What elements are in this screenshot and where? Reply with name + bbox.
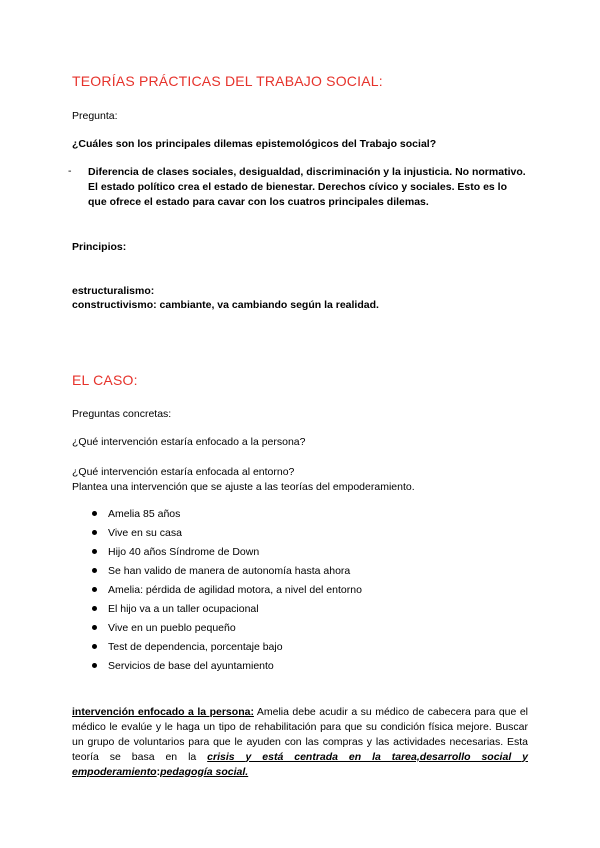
list-item: Amelia: pérdida de agilidad motora, a nivel del entorno xyxy=(92,583,362,602)
list-item: El hijo va a un taller ocupacional xyxy=(92,602,362,621)
main-question: ¿Cuáles son los principales dilemas epistemológicos del Trabajo social? xyxy=(72,138,437,150)
bullet-icon xyxy=(92,530,97,535)
question-empowerment: Plantea una intervención que se ajuste a las teorías del empoderamiento. xyxy=(72,481,415,493)
concrete-questions-label: Preguntas concretas: xyxy=(72,408,172,420)
dash-marker: - xyxy=(68,165,72,177)
intervention-paragraph xyxy=(72,705,528,780)
intervention-lead: intervención enfocado a la persona: xyxy=(72,705,254,718)
intervention-emphasis-pedagogy: pedagogía social. xyxy=(160,765,249,778)
list-item: Amelia 85 años xyxy=(92,507,362,526)
section-title-theories: TEORÍAS PRÁCTICAS DEL TRABAJO SOCIAL: xyxy=(72,73,383,89)
list-item: Test de dependencia, porcentaje bajo xyxy=(92,640,362,659)
bullet-icon xyxy=(92,644,97,649)
list-item: Hijo 40 años Síndrome de Down xyxy=(92,545,362,564)
principle-structuralism: estructuralismo: xyxy=(72,285,155,297)
dash-list-item xyxy=(68,165,528,210)
principles-label: Principios: xyxy=(72,241,127,253)
case-facts-list xyxy=(92,507,362,678)
list-item: Vive en un pueblo pequeño xyxy=(92,621,362,640)
dash-item-text: Diferencia de clases sociales, desigualdad, discriminación y la injusticia. No normativo. El estado político crea el estado de bienestar. Derechos cívico y sociales. Esto es lo que ofrece el estado para cavar con los cuatros principales dilemas. xyxy=(88,166,526,208)
list-item: Servicios de base del ayuntamiento xyxy=(92,659,362,678)
section-title-case: EL CASO: xyxy=(72,372,138,388)
bullet-icon xyxy=(92,511,97,516)
question-person: ¿Qué intervención estaría enfocado a la persona? xyxy=(72,436,306,448)
list-item: Se han valido de manera de autonomía hasta ahora xyxy=(92,564,362,583)
bullet-icon xyxy=(92,625,97,630)
principle-constructivism: constructivismo: cambiante, va cambiando según la realidad. xyxy=(72,299,379,311)
question-label: Pregunta: xyxy=(72,110,118,122)
bullet-icon xyxy=(92,568,97,573)
bullet-icon xyxy=(92,549,97,554)
bullet-icon xyxy=(92,606,97,611)
bullet-icon xyxy=(92,587,97,592)
intervention-emphasis-theory: crisis y está centrada en la tarea,desarrollo social y empoderamiento xyxy=(72,750,528,778)
list-item: Vive en su casa xyxy=(92,526,362,545)
bullet-icon xyxy=(92,663,97,668)
intervention-body: Amelia debe acudir a su médico de cabecera para que el médico le evalúe y le haga un tipo de rehabilitación para que su condición física mejore. Buscar un grupo de voluntarios para que le ayuden con las compras y las actividades necesarias. Esta teoría se basa en la xyxy=(72,705,529,763)
intervention-separator: : xyxy=(156,765,161,778)
question-environment: ¿Qué intervención estaría enfocada al entorno? xyxy=(72,466,295,478)
